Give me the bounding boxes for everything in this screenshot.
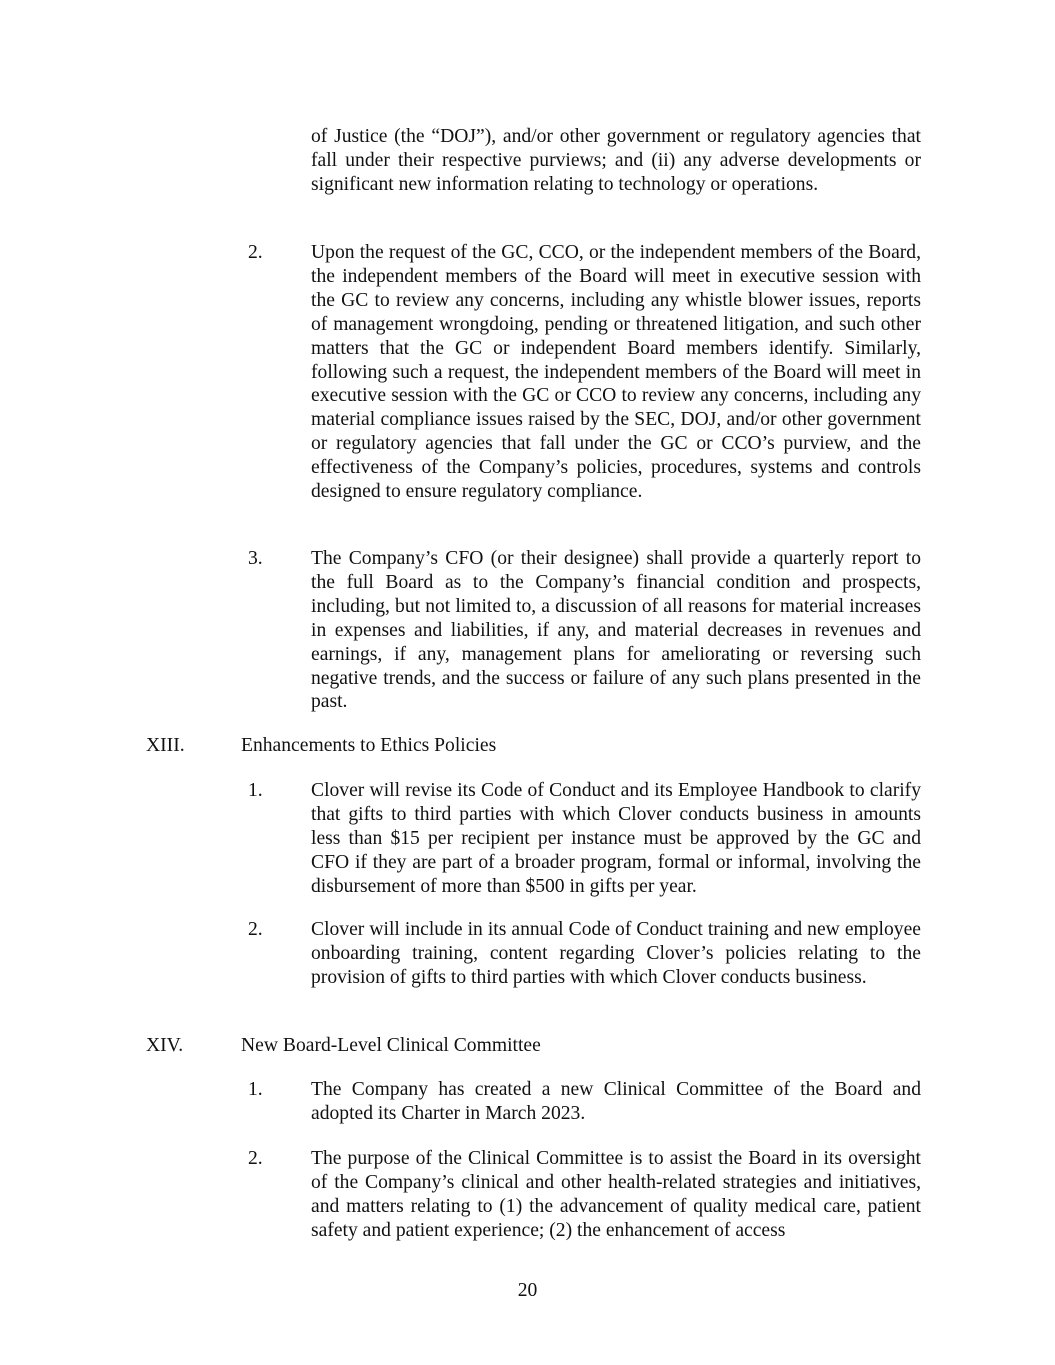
list-item-text: The purpose of the Clinical Committee is to assist the Board in its oversight of the Company’s clinical and other health-related strategies and initiatives, and matters relating to (1) the advancement of quality medical care, patient safety and patient experience; (2) the enhancement of access	[311, 1148, 921, 1241]
list-item-text: The Company has created a new Clinical Committee of the Board and adopted its Charter in March 2023.	[311, 1079, 921, 1124]
section-number: XIV.	[146, 1035, 184, 1056]
list-item-number: 1.	[248, 1079, 263, 1100]
section-heading: New Board-Level Clinical Committee	[241, 1035, 541, 1056]
list-item-number: 1.	[248, 780, 263, 801]
continuation-paragraph: of Justice (the “DOJ”), and/or other government or regulatory agencies that fall under their respective purviews; and (ii) any adverse developments or significant new information relating to technology or operations.	[311, 126, 921, 195]
list-item-number: 2.	[248, 1148, 263, 1169]
list-item-number: 2.	[248, 919, 263, 940]
list-item-text: Upon the request of the GC, CCO, or the independent members of the Board, the independent members of the Board will meet in executive session with the GC to review any concerns, including any whistle blower issues, reports of management wrongdoing, pending or threatened litigation, and such other matters that the GC or independent Board members identify. Similarly, following such a request, the independent members of the Board will meet in executive session with the GC or CCO to review any concerns, including any material compliance issues raised by the SEC, DOJ, and/or other government or regulatory agencies that fall under the GC or CCO’s purview, and the effectiveness of the Company’s policies, procedures, systems and controls designed to ensure regulatory compliance.	[311, 242, 921, 503]
list-item-number: 3.	[248, 548, 263, 569]
section-heading: Enhancements to Ethics Policies	[241, 735, 497, 756]
list-item-text: The Company’s CFO (or their designee) shall provide a quarterly report to the full Board as to the Company’s financial condition and prospects, including, but not limited to, a discussion of all reasons for material increases in expenses and liabilities, if any, and material decreases in revenues and earnings, if any, management plans for ameliorating or reversing such negative trends, and the success or failure of any such plans presented in the past.	[311, 548, 921, 713]
list-item-text: Clover will include in its annual Code of Conduct training and new employee onboarding training, content regarding Clover’s policies relating to the provision of gifts to third parties with which Clover conducts business.	[311, 919, 921, 988]
section-number: XIII.	[146, 735, 185, 756]
list-item-text: Clover will revise its Code of Conduct and its Employee Handbook to clarify that gifts to third parties with which Clover conducts business in amounts less than $15 per recipient per instance must be approved by the GC and CFO if they are part of a broader program, formal or informal, involving the disbursement of more than $500 in gifts per year.	[311, 780, 921, 897]
list-item-number: 2.	[248, 242, 263, 263]
page-number: 20	[517, 1280, 538, 1301]
